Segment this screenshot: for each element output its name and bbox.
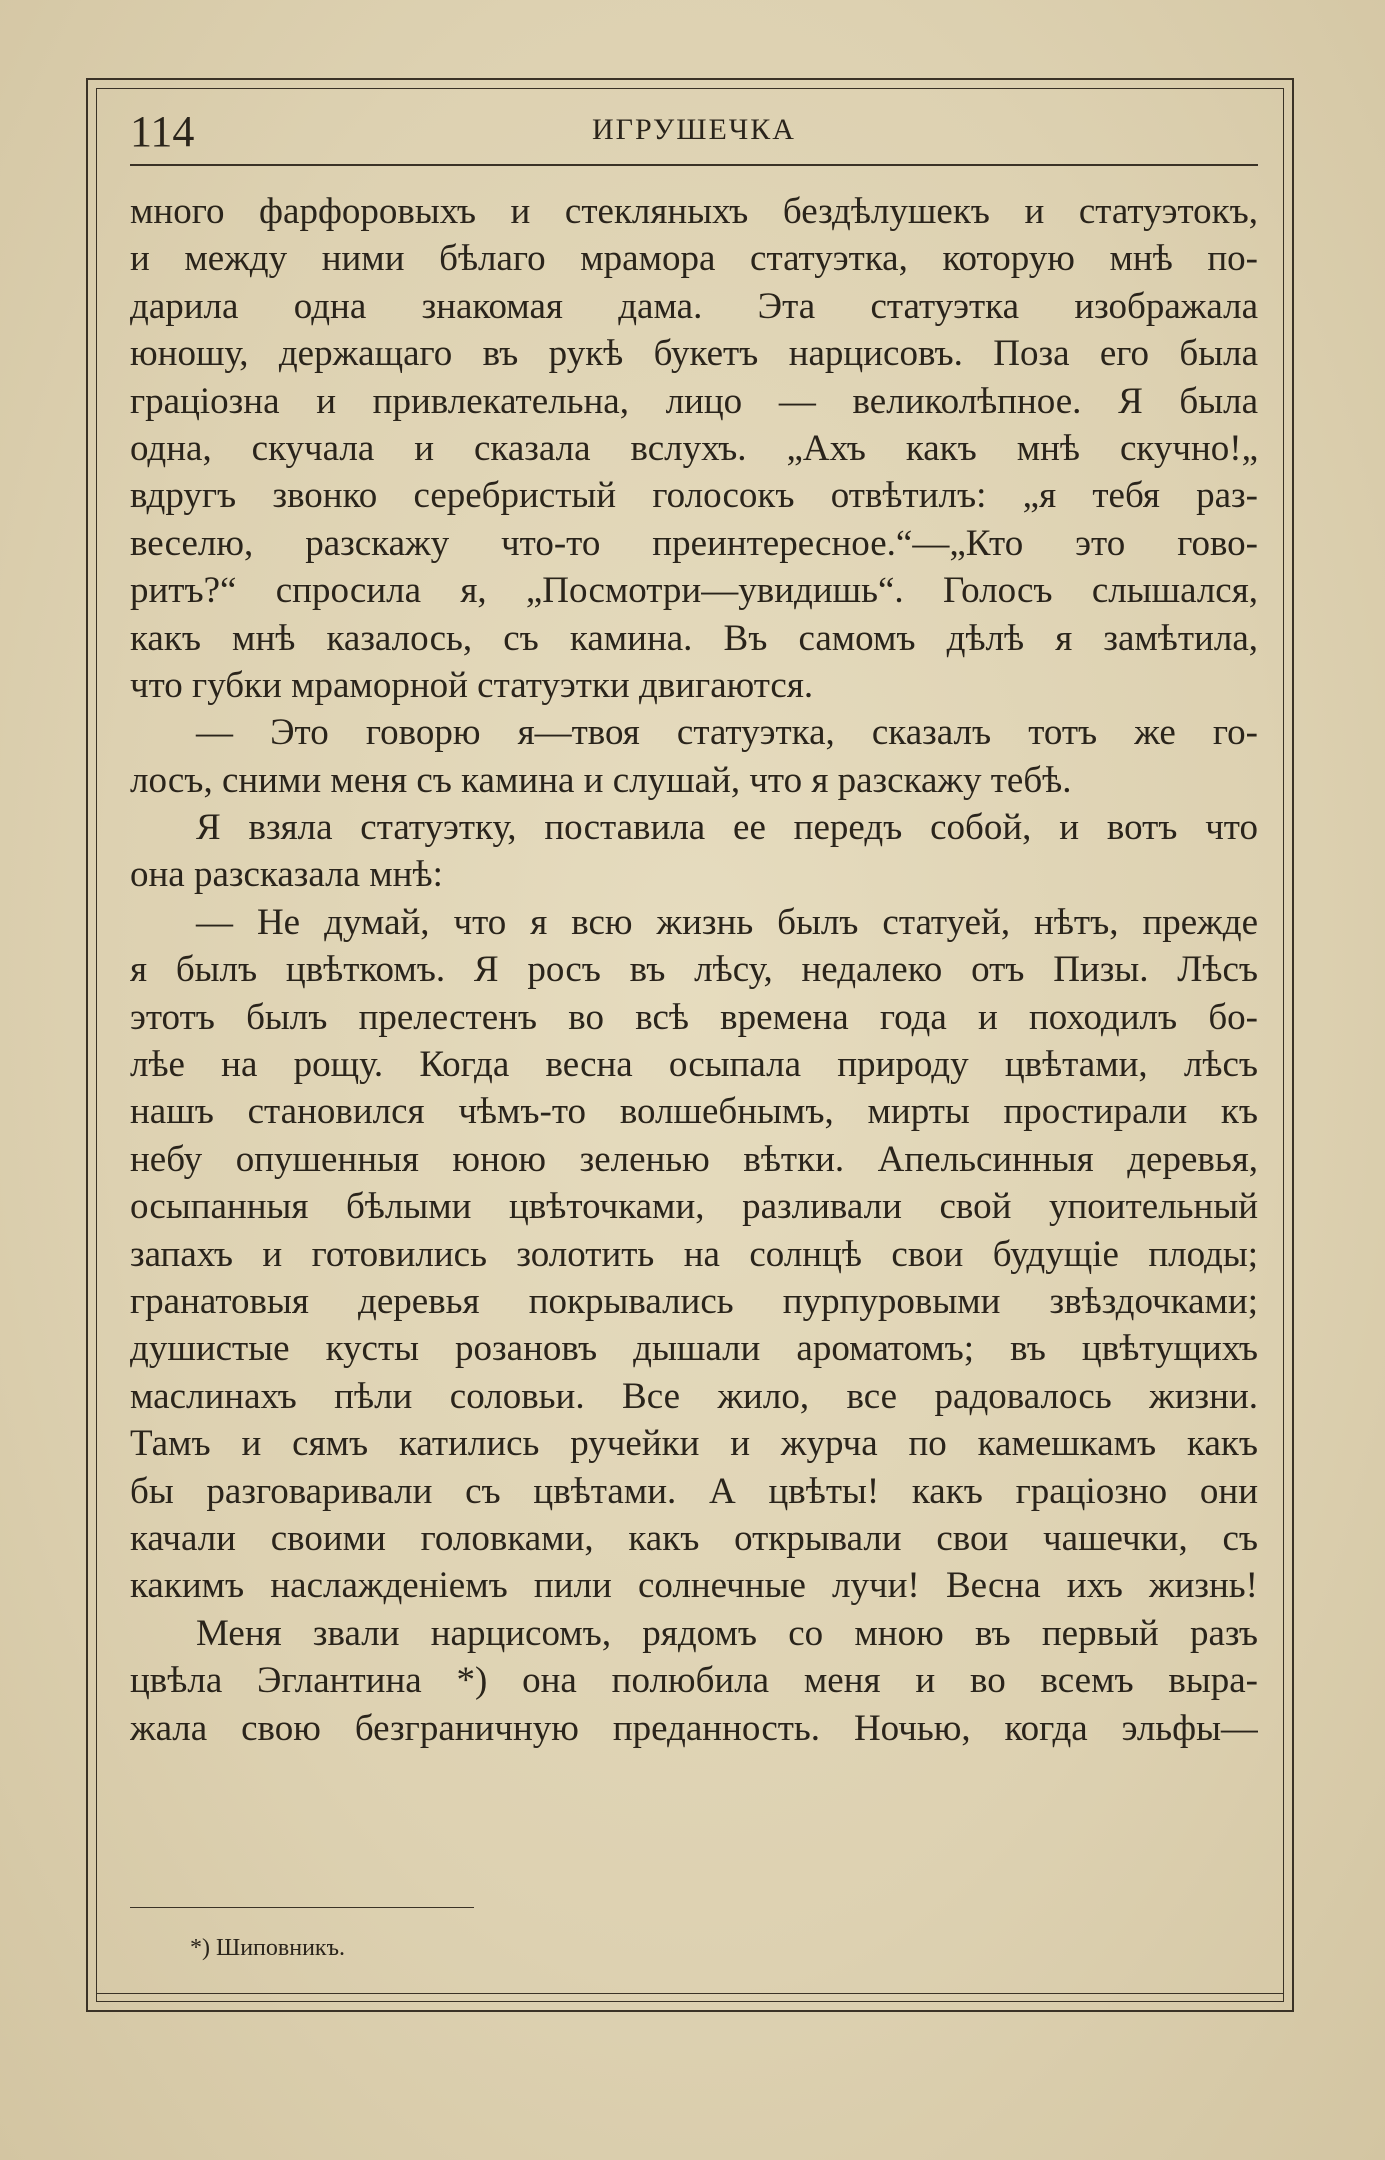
text-line: Тамъ и сямъ катились ручейки и журча по камешкамъ какъ <box>130 1423 1258 1465</box>
text-line: лѣе на рощу. Когда весна осыпала природу цвѣтами, лѣсъ <box>130 1044 1258 1086</box>
text-line: какъ мнѣ казалось, съ камина. Въ самомъ дѣлѣ я замѣтила, <box>130 617 1258 659</box>
text-line: цвѣла Эглантина *) она полюбила меня и во всемъ выра- <box>130 1660 1258 1702</box>
text-line: Я взяла статуэтку, поставила ее передъ собой, и вотъ что <box>196 807 1258 849</box>
text-line: бы разговаривали съ цвѣтами. А цвѣты! какъ граціозно они <box>130 1470 1258 1512</box>
text-line: лосъ, сними меня съ камина и слушай, что я разскажу тебѣ. <box>130 759 1072 801</box>
text-line: вдругъ звонко серебристый голосокъ отвѣтилъ: „я тебя раз- <box>130 475 1258 517</box>
page-number: 114 <box>130 107 195 156</box>
text-line: жала свою безграничную преданность. Ночью, когда эльфы— <box>130 1707 1258 1749</box>
text-line: небу опушенныя юною зеленью вѣтки. Апельсинныя деревья, <box>130 1138 1258 1180</box>
body-text <box>130 188 1258 1752</box>
page-frame-bottom-rule <box>96 1993 1284 1994</box>
text-line: — Это говорю я—твоя статуэтка, сказалъ тотъ же го- <box>196 712 1258 754</box>
text-line: она разсказала мнѣ: <box>130 854 443 896</box>
page-header <box>130 100 1258 164</box>
text-line: одна, скучала и сказала вслухъ. „Ахъ какъ мнѣ скучно!„ <box>130 427 1258 469</box>
text-line: граціозна и привлекательна, лицо — великолѣпное. Я была <box>130 380 1258 422</box>
text-line: много фарфоровыхъ и стекляныхъ бездѣлушекъ и статуэтокъ, <box>130 191 1258 232</box>
text-line: маслинахъ пѣли соловьи. Все жило, все радовалось жизни. <box>130 1375 1258 1417</box>
text-line: осыпанныя бѣлыми цвѣточками, разливали свой упоительный <box>130 1186 1258 1228</box>
text-line: душистые кусты розановъ дышали ароматомъ; въ цвѣтущихъ <box>130 1328 1258 1370</box>
text-line: запахъ и готовились золотить на солнцѣ свои будущіе плоды; <box>130 1233 1258 1275</box>
text-line: юношу, держащаго въ рукѣ букетъ нарцисовъ. Поза его была <box>130 333 1258 375</box>
footnote-rule <box>130 1907 474 1908</box>
text-line: я былъ цвѣткомъ. Я росъ въ лѣсу, недалеко отъ Пизы. Лѣсъ <box>130 949 1258 991</box>
text-line: — Не думай, что я всю жизнь былъ статуей, нѣтъ, прежде <box>196 901 1258 943</box>
text-line: и между ними бѣлаго мрамора статуэтка, которую мнѣ по- <box>130 238 1258 280</box>
text-line: что губки мраморной статуэтки двигаются. <box>130 664 814 706</box>
text-line: гранатовыя деревья покрывались пурпуровыми звѣздочками; <box>130 1280 1258 1322</box>
text-line: веселю, разскажу что-то преинтересное.“—„Кто это гово- <box>130 522 1258 564</box>
text-line: Меня звали нарцисомъ, рядомъ со мною въ первый разъ <box>196 1612 1258 1654</box>
running-title: ИГРУШЕЧКА <box>592 113 796 146</box>
header-rule <box>130 164 1258 166</box>
text-line: этотъ былъ прелестенъ во всѣ времена года и походилъ бо- <box>130 996 1258 1038</box>
text-line: ритъ?“ спросила я, „Посмотри—увидишь“. Голосъ слышался, <box>130 570 1258 612</box>
footnote: *) Шиповникъ. <box>190 1935 345 1961</box>
text-line: качали своими головками, какъ открывали свои чашечки, съ <box>130 1517 1258 1559</box>
text-line: дарила одна знакомая дама. Эта статуэтка изображала <box>130 285 1258 327</box>
text-line: какимъ наслажденіемъ пили солнечные лучи! Весна ихъ жизнь! <box>130 1565 1258 1607</box>
text-line: нашъ становился чѣмъ-то волшебнымъ, мирты простирали къ <box>130 1091 1258 1133</box>
